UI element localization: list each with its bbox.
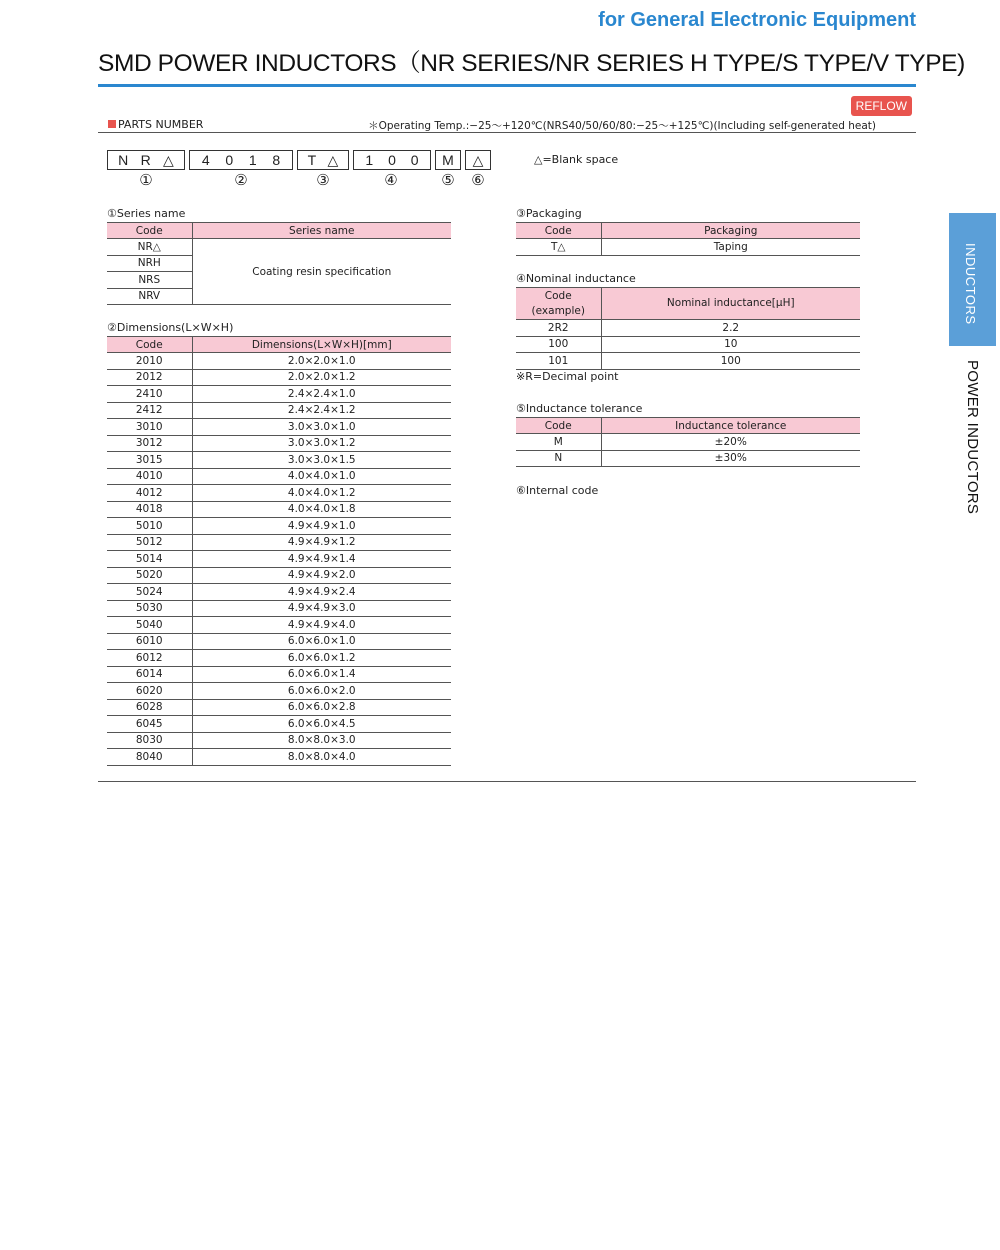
dimension-value: 6.0×6.0×4.5 (192, 716, 451, 733)
table-row (107, 699, 451, 716)
dimension-value: 3.0×3.0×1.0 (192, 419, 451, 436)
code-char: 4 (201, 152, 210, 168)
dimension-code: 8040 (107, 749, 192, 766)
dimension-code: 2410 (107, 386, 192, 403)
code-box-dimensions (189, 150, 293, 170)
dimension-value: 6.0×6.0×1.0 (192, 633, 451, 650)
category-tag: for General Electronic Equipment (598, 9, 916, 31)
dimension-value: 2.0×2.0×1.0 (192, 353, 451, 370)
marker-2: ② (234, 171, 248, 189)
tolerance-title: ⑤Inductance tolerance (516, 402, 643, 415)
table-row (516, 239, 860, 256)
code-char: 1 (248, 152, 257, 168)
dimension-value: 8.0×8.0×4.0 (192, 749, 451, 766)
dimension-code: 6012 (107, 650, 192, 667)
col-header: Code (544, 289, 572, 302)
dimension-value: 4.9×4.9×2.4 (192, 584, 451, 601)
packaging-title: ③Packaging (516, 207, 582, 220)
series-code: NRS (107, 272, 192, 289)
col-header: Nominal inductance[μH] (601, 288, 860, 320)
table-row (107, 749, 451, 766)
col-header: Packaging (601, 223, 860, 239)
table-row (107, 435, 451, 452)
col-header: Series name (192, 223, 451, 239)
parts-number-row (98, 117, 916, 133)
table-row (107, 584, 451, 601)
table-row (107, 402, 451, 419)
code-char: 8 (272, 152, 281, 168)
dimension-value: 4.0×4.0×1.2 (192, 485, 451, 502)
series-code: NR△ (107, 239, 192, 256)
dimension-code: 6020 (107, 683, 192, 700)
dimension-value: 6.0×6.0×1.4 (192, 666, 451, 683)
code-box-tolerance (435, 150, 461, 170)
dimension-value: 4.9×4.9×4.0 (192, 617, 451, 634)
marker-6: ⑥ (471, 171, 485, 189)
table-row (107, 485, 451, 502)
dimension-value: 4.0×4.0×1.0 (192, 468, 451, 485)
dimension-value: 2.0×2.0×1.2 (192, 369, 451, 386)
bottom-rule (98, 781, 916, 782)
dimension-value: 2.4×2.4×1.2 (192, 402, 451, 419)
table-row (107, 239, 451, 256)
dimension-code: 5014 (107, 551, 192, 568)
code-box-series (107, 150, 185, 170)
code-char: 0 (410, 152, 419, 168)
side-tab-inductors[interactable] (949, 213, 996, 346)
dimension-code: 5020 (107, 567, 192, 584)
marker-3: ③ (316, 171, 330, 189)
table-row (107, 518, 451, 535)
table-row (107, 683, 451, 700)
inductance-value: 10 (601, 336, 860, 353)
dimension-value: 6.0×6.0×2.0 (192, 683, 451, 700)
dimension-code: 5012 (107, 534, 192, 551)
dimensions-title: ②Dimensions(L×W×H) (107, 321, 234, 334)
dimension-code: 6045 (107, 716, 192, 733)
dimension-code: 2010 (107, 353, 192, 370)
dimension-code: 4018 (107, 501, 192, 518)
dimension-value: 4.9×4.9×1.4 (192, 551, 451, 568)
col-header: Code (107, 337, 192, 353)
table-row (107, 501, 451, 518)
table-row (107, 600, 451, 617)
table-row (516, 353, 860, 370)
col-header-sub: (example) (531, 304, 585, 317)
dimension-value: 4.9×4.9×1.2 (192, 534, 451, 551)
table-row (107, 567, 451, 584)
page-title: SMD POWER INDUCTORS（NR SERIES/NR SERIES H TYPE/S TYPE/V TYPE) (98, 50, 965, 77)
parts-number-label: PARTS NUMBER (118, 118, 204, 131)
packaging-code: T△ (516, 239, 601, 256)
dimension-value: 6.0×6.0×1.2 (192, 650, 451, 667)
col-header: Code (516, 418, 601, 434)
code-box-internal (465, 150, 491, 170)
dimension-code: 3010 (107, 419, 192, 436)
inductance-code: 2R2 (516, 320, 601, 337)
marker-1: ① (139, 171, 153, 189)
code-box-packaging (297, 150, 349, 170)
table-row (516, 434, 860, 451)
code-char: 0 (225, 152, 234, 168)
col-header-code (516, 288, 601, 320)
table-row (107, 650, 451, 667)
code-char: △ (472, 151, 484, 168)
packaging-table (516, 222, 860, 256)
col-header: Code (516, 223, 601, 239)
table-row (107, 386, 451, 403)
dimension-value: 4.9×4.9×2.0 (192, 567, 451, 584)
side-label-power-inductors: POWER INDUCTORS (964, 360, 981, 515)
marker-4: ④ (384, 171, 398, 189)
code-char: N (118, 152, 129, 168)
dimension-code: 5040 (107, 617, 192, 634)
inductance-code: 101 (516, 353, 601, 370)
series-title: ①Series name (107, 207, 186, 220)
code-char: M (442, 152, 454, 168)
code-char: R (140, 152, 151, 168)
col-header: Inductance tolerance (601, 418, 860, 434)
dimension-code: 2012 (107, 369, 192, 386)
dimension-code: 5024 (107, 584, 192, 601)
dimension-value: 3.0×3.0×1.2 (192, 435, 451, 452)
dimensions-table (107, 336, 451, 766)
table-row (516, 320, 860, 337)
dimension-code: 4012 (107, 485, 192, 502)
operating-temp-note: ＊Operating Temp.:−25〜+120℃(NRS40/50/60/80:−25〜+125℃)(Including self-generated heat) (368, 120, 876, 132)
table-row (516, 450, 860, 467)
table-row (107, 617, 451, 634)
decimal-point-note: ※R=Decimal point (516, 370, 619, 383)
packaging-value: Taping (601, 239, 860, 256)
col-header: Dimensions(L×W×H)[mm] (192, 337, 451, 353)
tolerance-code: M (516, 434, 601, 451)
square-bullet-icon (108, 120, 116, 128)
table-row (107, 369, 451, 386)
code-char: △ (163, 151, 174, 168)
table-row (107, 452, 451, 469)
tolerance-code: N (516, 450, 601, 467)
table-row (516, 336, 860, 353)
table-row (107, 419, 451, 436)
code-box-inductance (353, 150, 431, 170)
dimension-code: 3012 (107, 435, 192, 452)
code-char: △ (327, 151, 339, 168)
table-row (107, 534, 451, 551)
title-rule (98, 84, 916, 87)
dimension-value: 4.0×4.0×1.8 (192, 501, 451, 518)
dimension-code: 6014 (107, 666, 192, 683)
dimension-code: 5010 (107, 518, 192, 535)
side-tab-label: INDUCTORS (963, 243, 978, 325)
inductance-value: 100 (601, 353, 860, 370)
table-row (107, 551, 451, 568)
dimension-code: 3015 (107, 452, 192, 469)
code-char: 0 (388, 152, 396, 168)
col-header: Code (107, 223, 192, 239)
series-code: NRV (107, 288, 192, 305)
marker-5: ⑤ (441, 171, 455, 189)
dimension-value: 4.9×4.9×1.0 (192, 518, 451, 535)
dimension-value: 4.9×4.9×3.0 (192, 600, 451, 617)
dimension-code: 8030 (107, 732, 192, 749)
inductance-table (516, 287, 860, 370)
table-row (107, 732, 451, 749)
dimension-value: 2.4×2.4×1.0 (192, 386, 451, 403)
table-row (107, 468, 451, 485)
table-row (107, 716, 451, 733)
series-description: Coating resin specification (192, 239, 451, 305)
blank-space-note: △=Blank space (534, 153, 619, 166)
parts-number-heading (108, 118, 203, 131)
dimension-value: 6.0×6.0×2.8 (192, 699, 451, 716)
dimension-value: 3.0×3.0×1.5 (192, 452, 451, 469)
dimension-code: 2412 (107, 402, 192, 419)
inductance-value: 2.2 (601, 320, 860, 337)
tolerance-table (516, 417, 860, 467)
tolerance-value: ±30% (601, 450, 860, 467)
table-row (107, 633, 451, 650)
reflow-badge: REFLOW (851, 96, 912, 116)
table-row (107, 666, 451, 683)
internal-code-title: ⑥Internal code (516, 484, 599, 497)
dimension-code: 6028 (107, 699, 192, 716)
code-char: T (307, 152, 317, 168)
dimension-code: 4010 (107, 468, 192, 485)
inductance-title: ④Nominal inductance (516, 272, 636, 285)
tolerance-value: ±20% (601, 434, 860, 451)
series-table (107, 222, 451, 305)
inductance-code: 100 (516, 336, 601, 353)
dimension-value: 8.0×8.0×3.0 (192, 732, 451, 749)
series-code: NRH (107, 255, 192, 272)
code-char: 1 (365, 152, 374, 168)
table-row (107, 353, 451, 370)
dimension-code: 6010 (107, 633, 192, 650)
dimension-code: 5030 (107, 600, 192, 617)
